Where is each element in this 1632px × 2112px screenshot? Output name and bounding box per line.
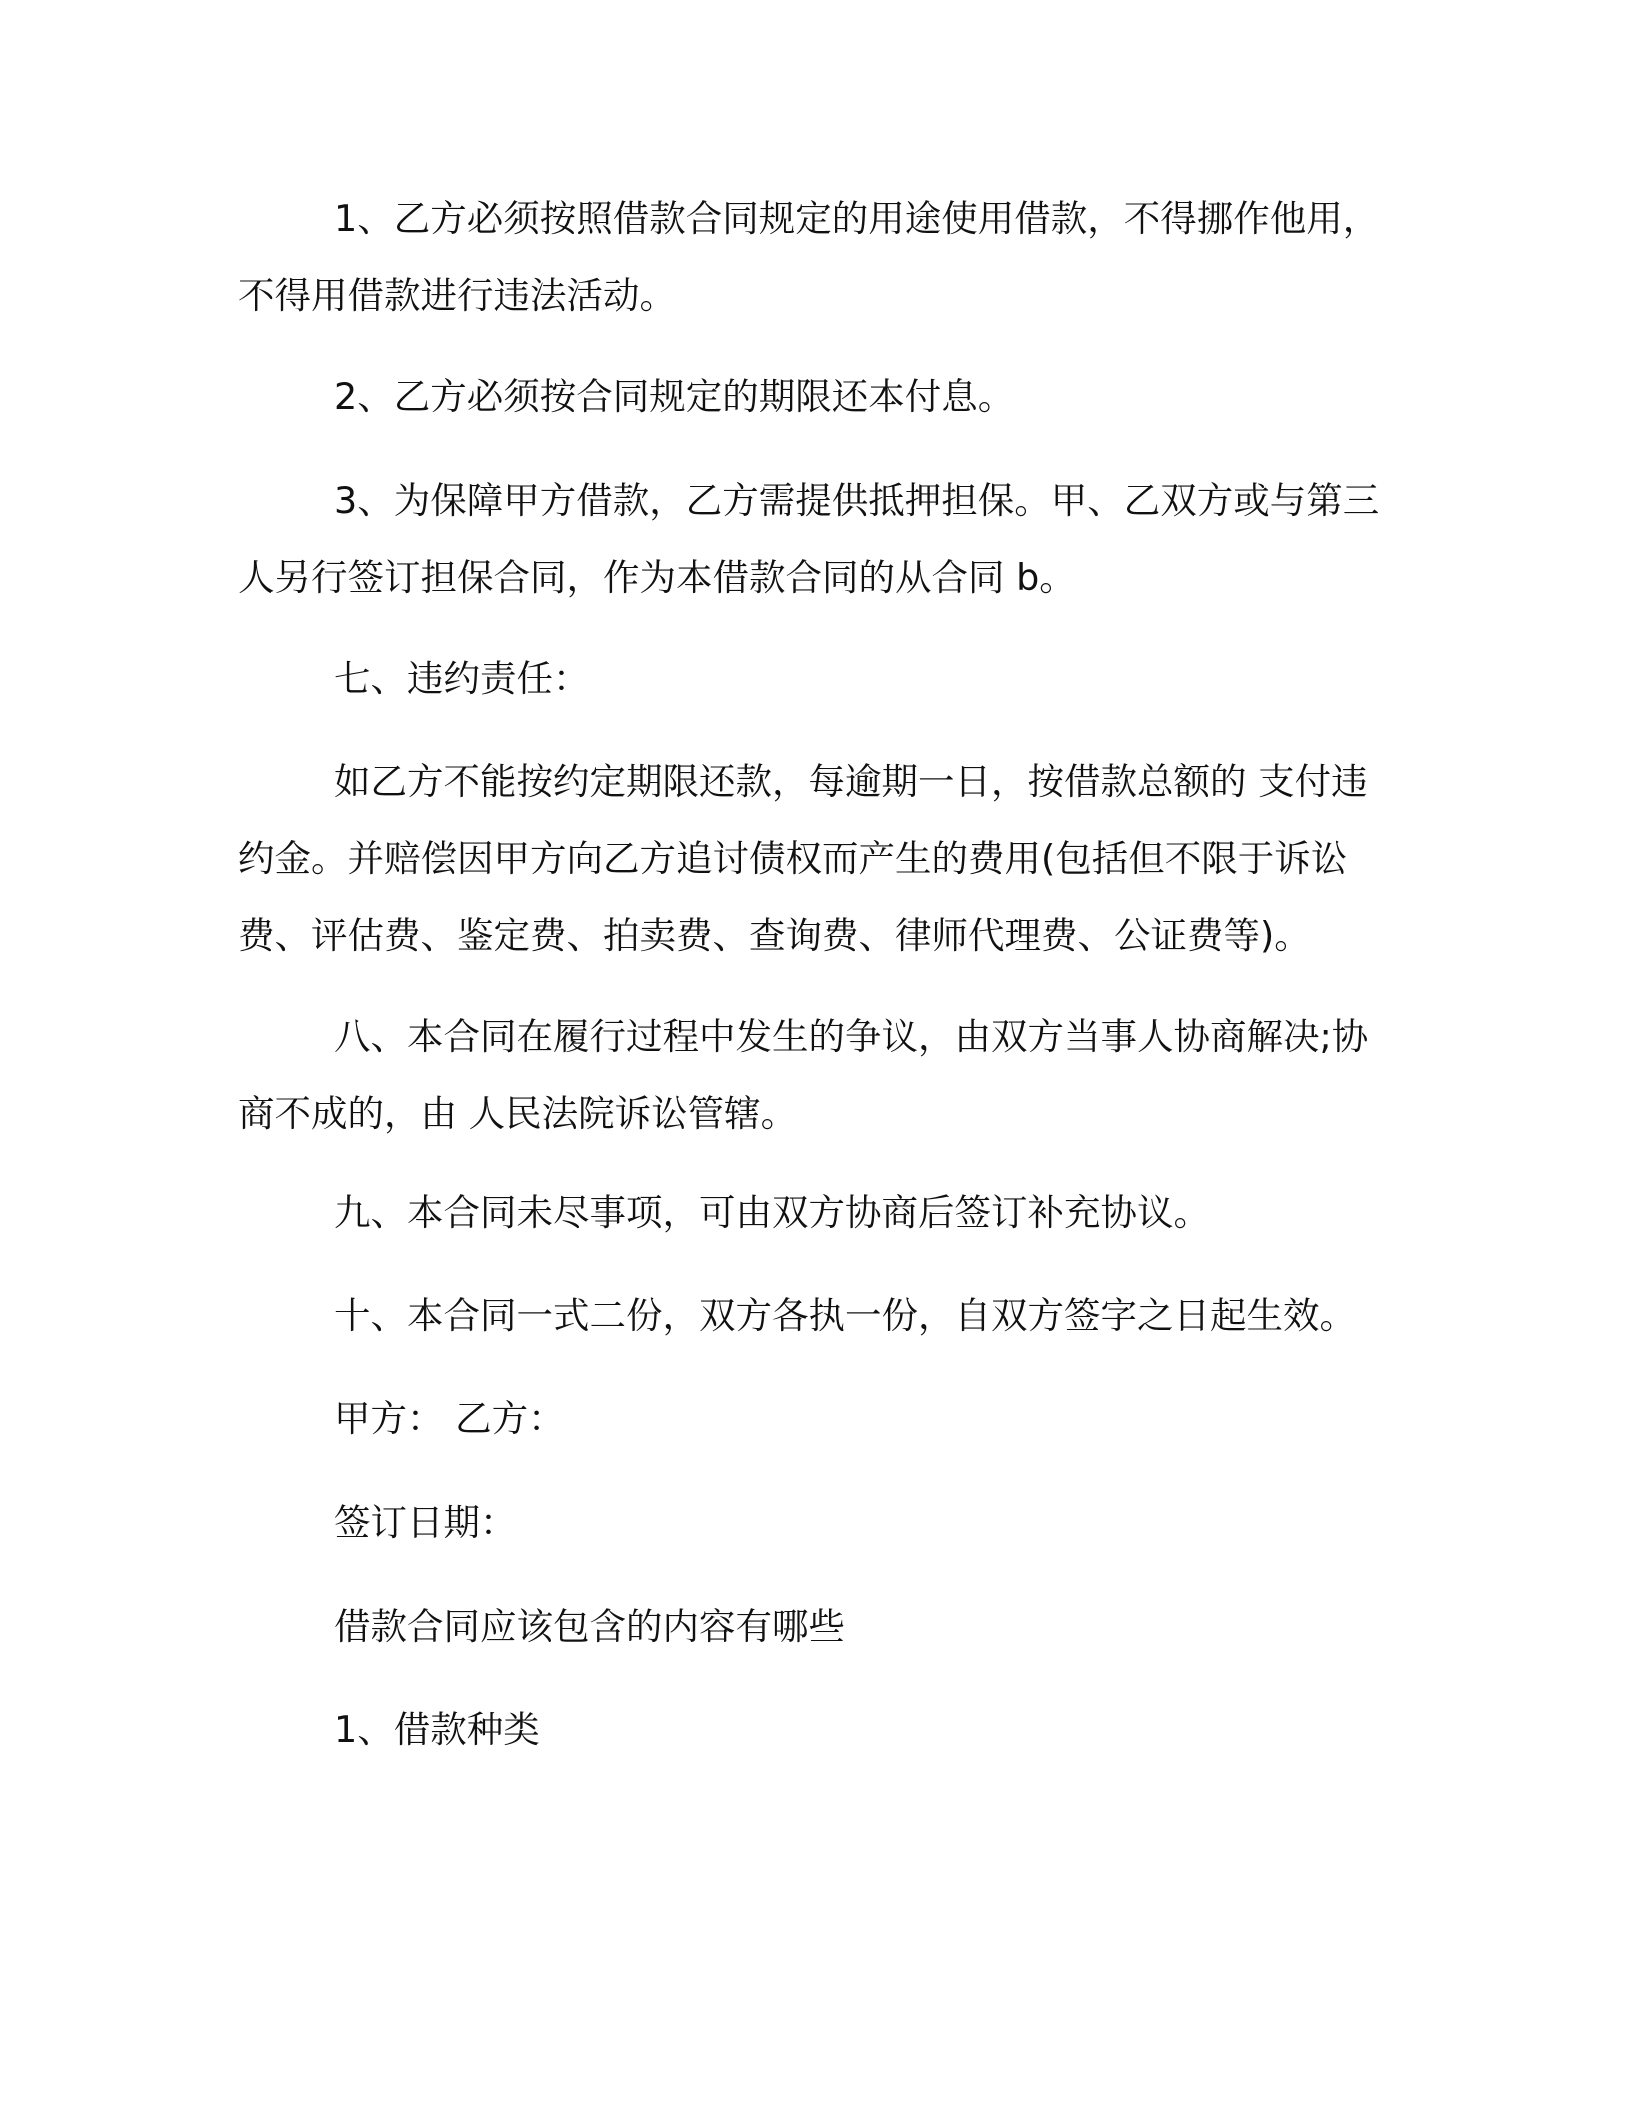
clause-dispute-resolution: 八、本合同在履行过程中发生的争议，由双方当事人协商解决;协商不成的，由 人民法院诉讼管辖。	[238, 1015, 1369, 1135]
clause-loan-purpose: 1、乙方必须按照借款合同规定的用途使用借款，不得挪作他用，不得用借款进行违法活动。	[238, 197, 1380, 317]
signing-date: 签订日期：	[334, 1501, 517, 1544]
clause-repayment-term: 2、乙方必须按合同规定的期限还本付息。	[334, 375, 1015, 418]
clause-breach-penalty: 如乙方不能按约定期限还款，每逾期一日，按借款总额的 支付违约金。并赔偿因甲方向乙方追讨债权而产生的费用(包括但不限于诉讼费、评估费、鉴定费、拍卖费、查询费、律师代理费、公证费等)。	[238, 760, 1368, 957]
section-title-contents: 借款合同应该包含的内容有哪些	[334, 1605, 845, 1648]
clause-mortgage-guarantee: 3、为保障甲方借款，乙方需提供抵押担保。甲、乙双方或与第三人另行签订担保合同，作为本借款合同的从合同 b。	[238, 479, 1380, 599]
clause-copies-effect: 十、本合同一式二份，双方各执一份，自双方签字之日起生效。	[334, 1294, 1356, 1337]
list-item-loan-type: 1、借款种类	[334, 1708, 540, 1751]
signature-parties: 甲方： 乙方：	[334, 1397, 565, 1440]
clause-supplementary: 九、本合同未尽事项，可由双方协商后签订补充协议。	[334, 1191, 1210, 1234]
section-heading-breach: 七、违约责任：	[334, 657, 590, 700]
